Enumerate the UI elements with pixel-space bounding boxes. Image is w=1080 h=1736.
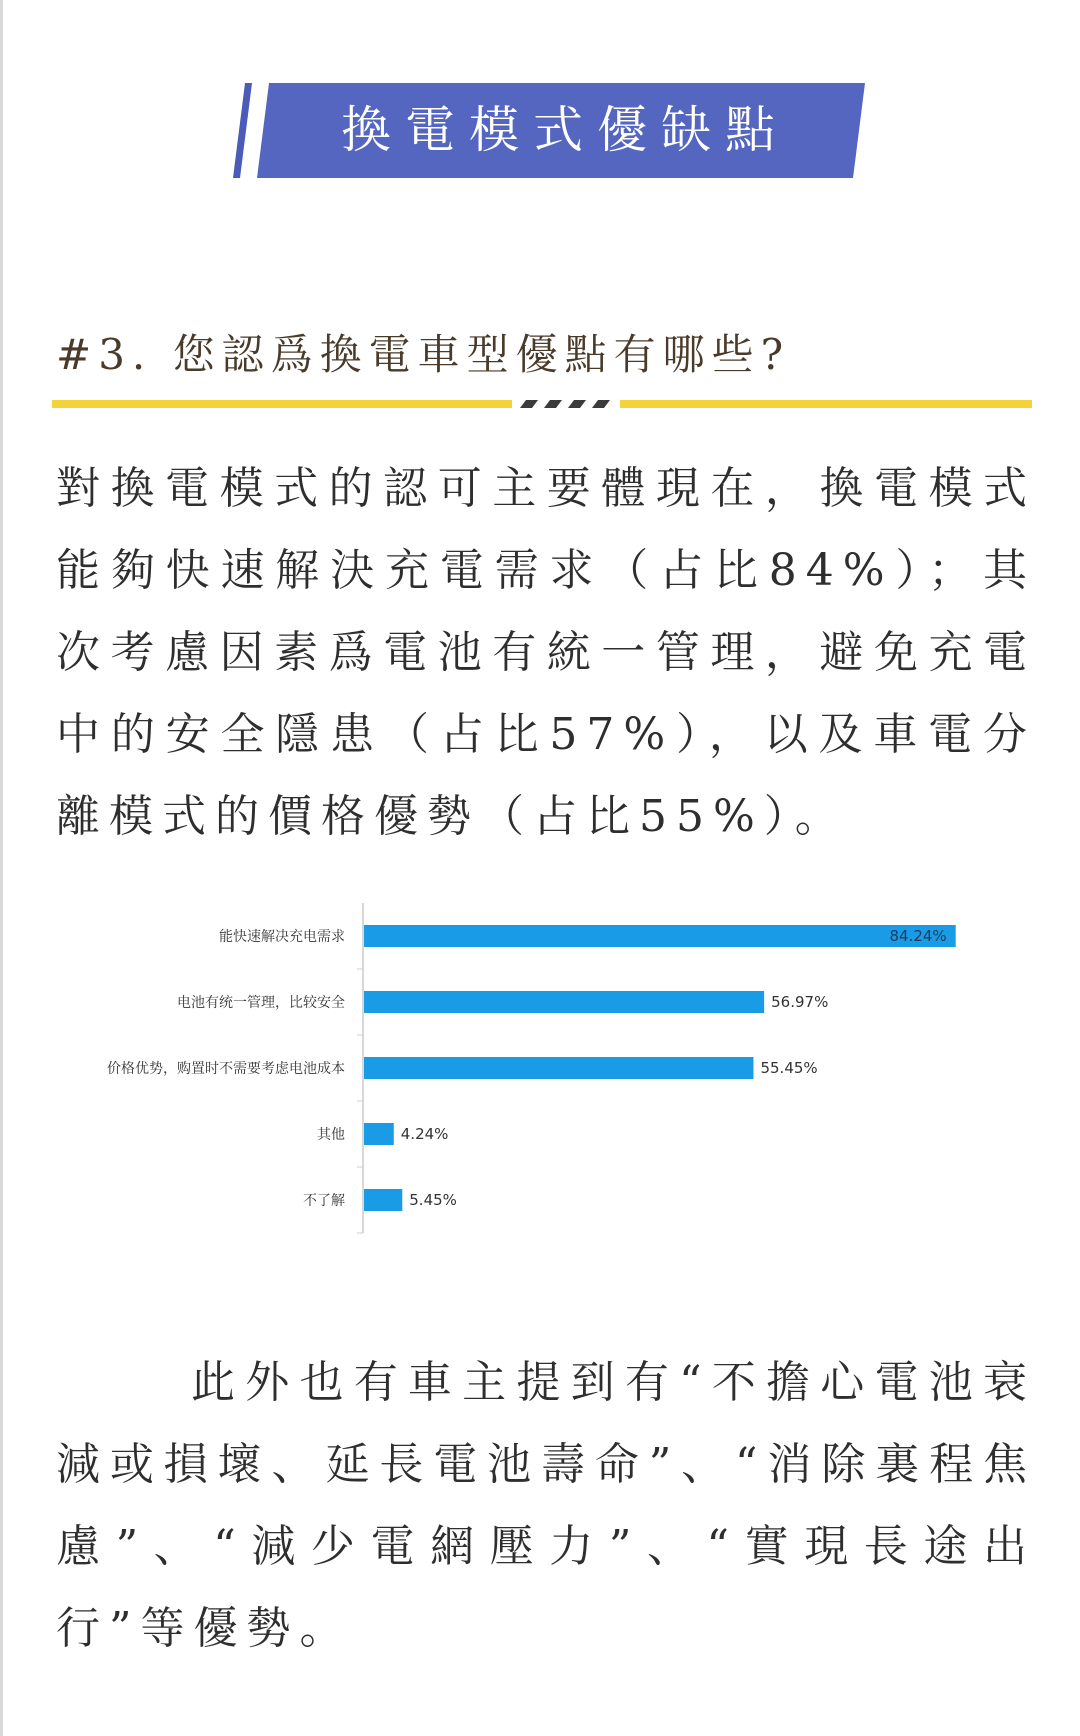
chart-value-label: 4.24% bbox=[400, 1125, 449, 1143]
chart-svg bbox=[0, 900, 1080, 1240]
additional-paragraph: 此外也有車主提到有“不擔心電池衰減或損壞、延長電池壽命”、“消除裏程焦慮”、“減少電網壓力”、“實現長途出行”等優勢。 bbox=[56, 1357, 1036, 1654]
divider-dash-4 bbox=[592, 400, 610, 408]
chart-value-label: 56.97% bbox=[771, 993, 829, 1011]
chart-bar bbox=[364, 925, 956, 947]
chart-bar bbox=[364, 1189, 402, 1211]
section-divider bbox=[52, 398, 1032, 412]
divider-dash-1 bbox=[520, 400, 538, 408]
banner-stripe bbox=[233, 83, 252, 178]
chart-category-label: 其他 bbox=[317, 1127, 345, 1143]
divider-dash-2 bbox=[544, 400, 562, 408]
chart-category-label: 不了解 bbox=[303, 1193, 345, 1209]
divider-right-bar bbox=[620, 400, 1032, 408]
divider-left-bar bbox=[52, 400, 512, 408]
chart-value-label: 84.24% bbox=[889, 927, 947, 945]
advantages-bar-chart bbox=[0, 900, 1080, 1240]
question-heading: #3. 您認爲換電車型優點有哪些? bbox=[56, 330, 791, 379]
divider-dash-3 bbox=[568, 400, 586, 408]
chart-category-label: 价格优势，购置时不需要考虑电池成本 bbox=[107, 1061, 345, 1077]
chart-bar bbox=[364, 1057, 753, 1079]
summary-paragraph: 對換電模式的認可主要體現在，換電模式能夠快速解決充電需求（占比84%）；其次考慮因素爲電池有統一管理，避免充電中的安全隱患（占比57%），以及車電分離模式的價格優勢（占比55%）。 bbox=[56, 463, 1036, 842]
chart-category-label: 能快速解决充电需求 bbox=[219, 929, 345, 945]
page-left-edge bbox=[0, 0, 3, 1736]
chart-bar bbox=[364, 991, 764, 1013]
page-title: 換電模式優缺點 bbox=[341, 101, 789, 159]
chart-value-label: 5.45% bbox=[409, 1191, 457, 1209]
title-banner bbox=[225, 83, 865, 178]
chart-value-label: 55.45% bbox=[760, 1059, 818, 1077]
chart-bar bbox=[364, 1123, 394, 1145]
chart-category-label: 电池有统一管理，比较安全 bbox=[177, 995, 345, 1011]
